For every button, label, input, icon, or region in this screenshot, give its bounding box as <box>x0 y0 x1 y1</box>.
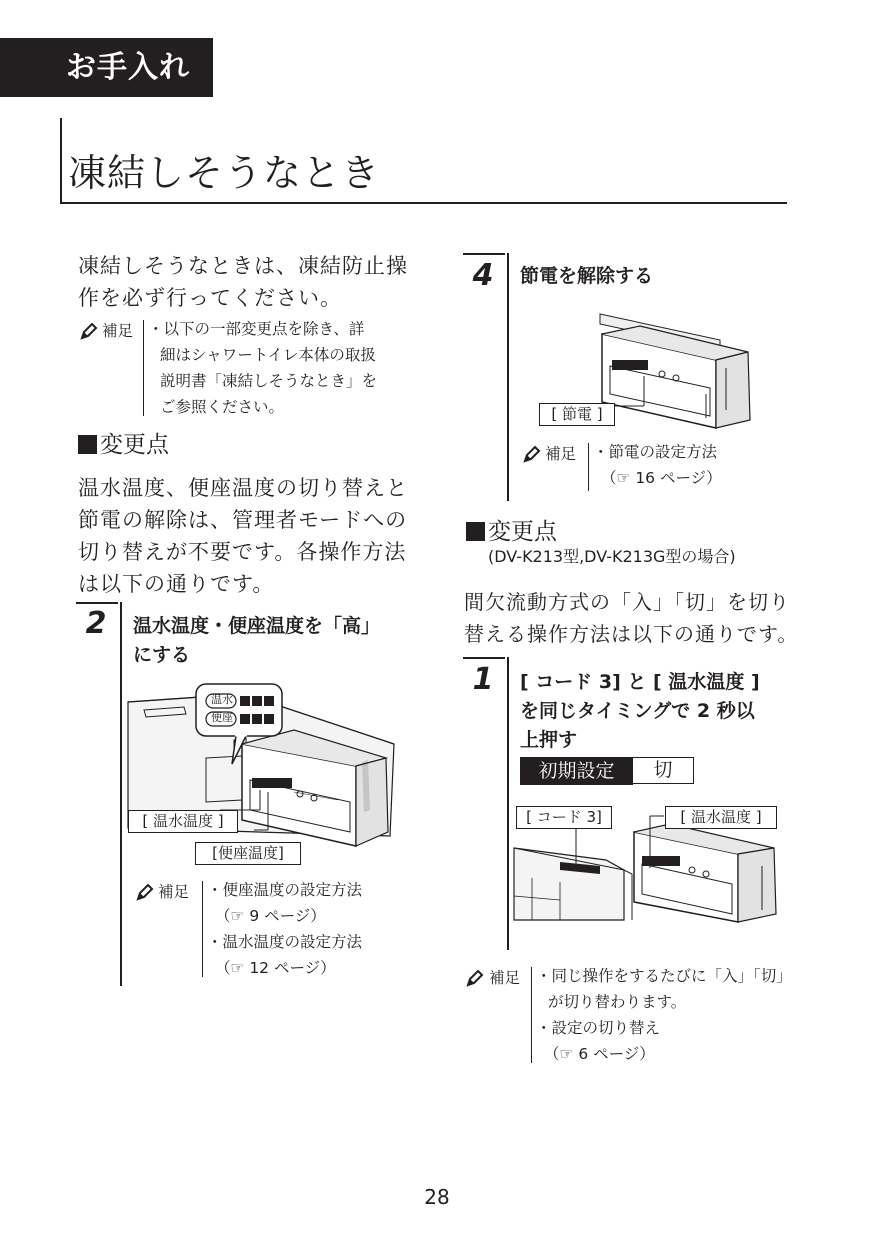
step4-title: 節電を解除する <box>520 265 654 287</box>
square-bullet <box>466 522 485 541</box>
step2-note <box>207 877 417 981</box>
intro-line: 凍結しそうなときは、凍結防止操 <box>78 254 408 278</box>
note-line: （☞ 9 ページ） <box>215 907 326 925</box>
step1-note-label: 補足 <box>489 969 521 987</box>
square-bullet <box>78 435 97 454</box>
note-line: ・以下の一部変更点を除き、詳 <box>148 320 365 338</box>
step2-title-line: 温水温度・便座温度を「高」 <box>133 615 381 637</box>
step2-title-line: にする <box>133 644 191 666</box>
step1-title <box>520 668 800 755</box>
changes-line: 切り替えが不要です。各操作方法 <box>78 540 407 564</box>
note-line: （☞ 16 ページ） <box>601 469 722 487</box>
note-line: ・同じ操作をするたびに「入」「切」 <box>536 967 792 985</box>
note-line: ・節電の設定方法 <box>593 443 718 461</box>
intro-note-label: 補足 <box>102 322 134 340</box>
note-line: 細はシャワートイレ本体の取扱 <box>160 346 376 364</box>
step1-note-bar <box>531 967 532 1063</box>
changes-line: 節電の解除は、管理者モードへの <box>78 508 408 532</box>
note-line: ・便座温度の設定方法 <box>207 881 363 899</box>
step4-number: 4 <box>472 258 494 293</box>
bubble-seat-label: 便座 <box>211 711 233 724</box>
note-line: 説明書「凍結しそうなとき」を <box>160 372 378 390</box>
step4-rule <box>507 253 509 501</box>
changes-line: 温水温度、便座温度の切り替えと <box>78 476 408 500</box>
initial-setting-label: 初期設定 <box>520 757 633 785</box>
warm-water-temp-tag: [ 温水温度 ] <box>128 810 238 833</box>
step2-note-bar <box>202 881 203 977</box>
changes2-heading-text: 変更点 <box>488 519 557 545</box>
changes-line: は以下の通りです。 <box>78 572 275 596</box>
note-line: ・設定の切り替え <box>536 1019 661 1037</box>
power-save-tag: [ 節電 ] <box>539 403 615 426</box>
note-line: ・温水温度の設定方法 <box>207 933 363 951</box>
step1-number: 1 <box>472 662 494 697</box>
step1-rule-top <box>463 657 505 659</box>
step4-note-label: 補足 <box>545 445 577 463</box>
note-line: ご参照ください。 <box>160 398 285 416</box>
step1-note <box>536 963 796 1067</box>
pencil-icon <box>523 445 541 463</box>
step4-note <box>593 439 783 491</box>
pencil-icon <box>466 969 484 987</box>
step2-note-label: 補足 <box>158 883 190 901</box>
note-line: が切り替わります。 <box>548 993 687 1011</box>
page-number: 28 <box>424 1185 450 1209</box>
note-line: （☞ 12 ページ） <box>215 959 336 977</box>
intro-line: 作を必ず行ってください。 <box>78 286 342 310</box>
intro-note <box>148 316 408 420</box>
section-tab: お手入れ <box>0 38 213 97</box>
code3-tag: [ コード 3] <box>516 806 612 829</box>
changes2-text <box>464 586 814 650</box>
changes2-heading <box>466 516 557 548</box>
step1-rule <box>507 657 509 950</box>
initial-setting-value: 切 <box>633 757 694 784</box>
page-title: 凍結しそうなとき <box>68 151 381 195</box>
changes2-line: 替える操作方法は以下の通りです。 <box>464 622 799 646</box>
note-line: （☞ 6 ページ） <box>544 1045 655 1063</box>
changes-heading <box>78 429 169 461</box>
step1-title-line: 上押す <box>520 729 578 751</box>
seat-temp-tag: [便座温度] <box>195 842 301 865</box>
step4-rule-top <box>463 253 505 255</box>
pencil-icon <box>136 883 154 901</box>
changes2-line: 間欠流動方式の「入」「切」を切り <box>464 590 790 614</box>
step2-number: 2 <box>85 606 107 641</box>
step4-note-bar <box>588 443 589 491</box>
step2-title <box>133 612 423 670</box>
changes2-subheading: (DV-K213型,DV-K213G型の場合) <box>488 547 736 566</box>
step2-rule <box>120 602 122 986</box>
step1-warm-water-tag: [ 温水温度 ] <box>665 806 777 829</box>
intro-note-bar <box>143 320 144 416</box>
step1-title-line: [ コード 3] と [ 温水温度 ] <box>520 671 760 693</box>
changes-heading-text: 変更点 <box>100 432 169 458</box>
pencil-icon <box>80 322 98 340</box>
step1-title-line: を同じタイミングで 2 秒以 <box>520 700 755 722</box>
changes-text <box>78 472 418 600</box>
intro-text <box>78 250 418 314</box>
bubble-warm-water-label: 温水 <box>211 693 233 706</box>
